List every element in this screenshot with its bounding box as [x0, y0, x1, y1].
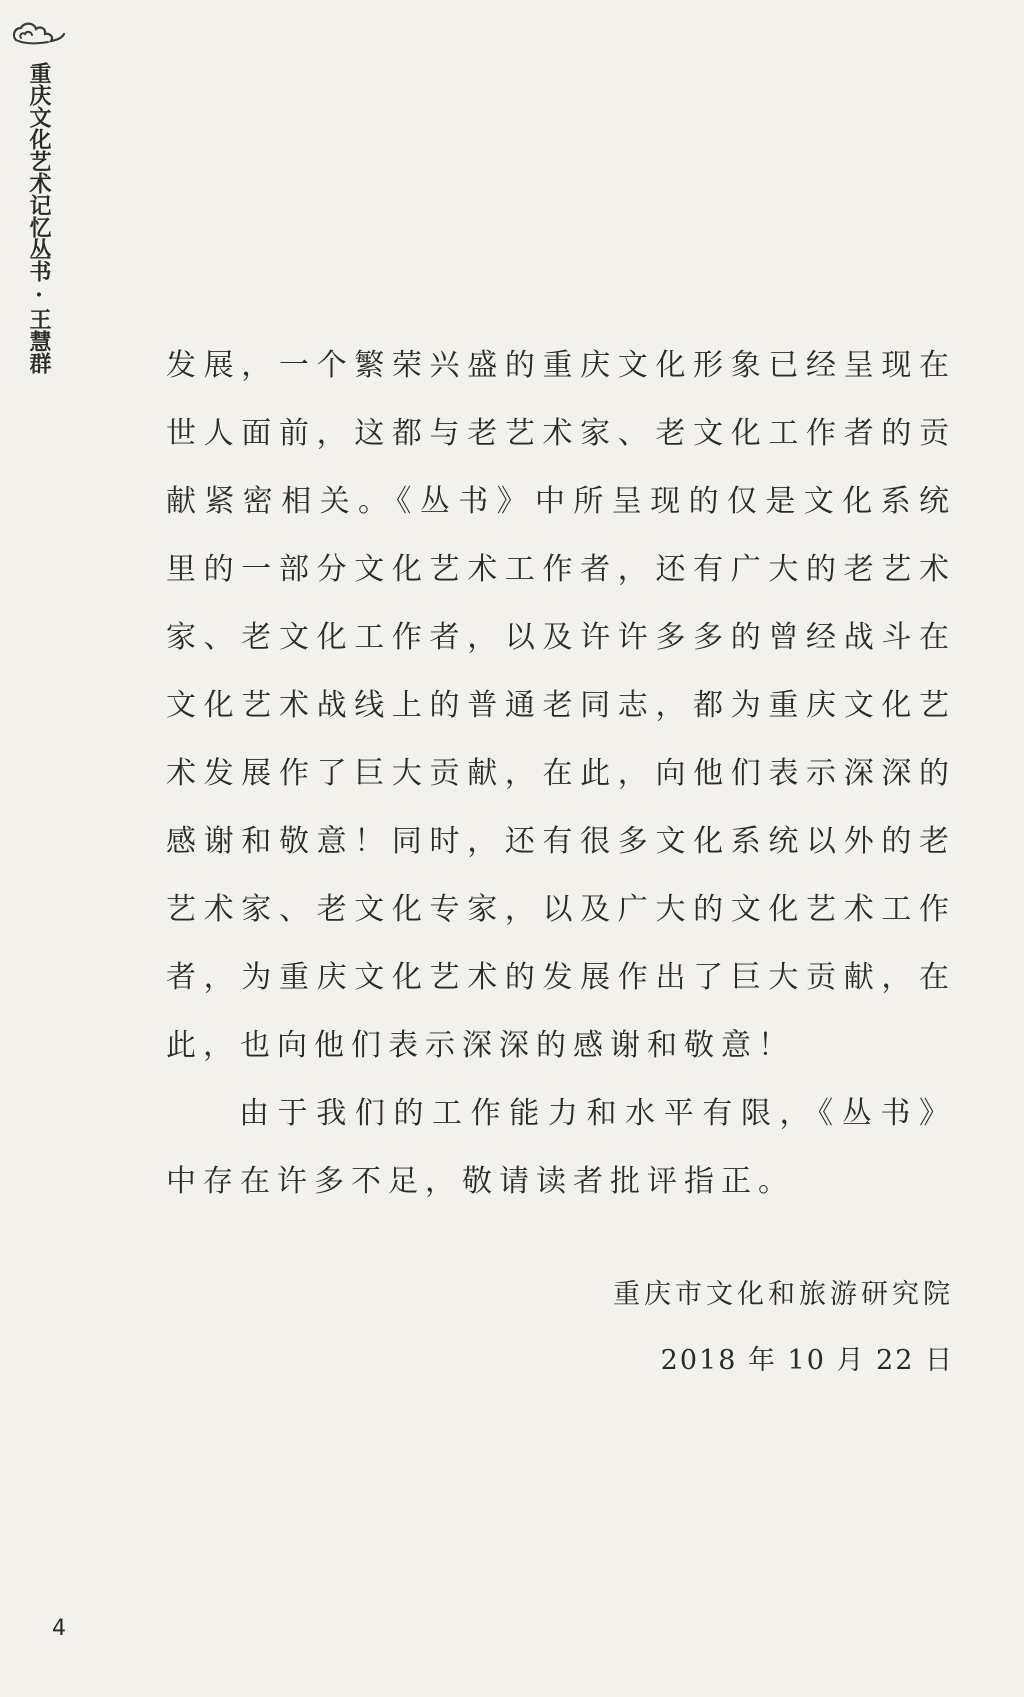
signature-block	[613, 1275, 954, 1381]
cloud-ornament-icon	[10, 18, 66, 52]
signature-organization: 重庆市文化和旅游研究院	[613, 1279, 954, 1310]
signature-date: 2018 年 10 月 22 日	[660, 1345, 954, 1376]
paragraph-1: 发展，一个繁荣兴盛的重庆文化形象已经呈现在世人面前，这都与老艺术家、老文化工作者的贡献紧密相关。《丛书》中所呈现的仅是文化系统里的一部分文化艺术工作者，还有广大的老艺术家、老文化工作者，以及许许多多的曾经战斗在文化艺术战线上的普通老同志，都为重庆文化艺术发展作了巨大贡献，在此，向他们表示深深的感谢和敬意！同时，还有很多文化系统以外的老艺术家、老文化专家，以及广大的文化艺术工作者，为重庆文化艺术的发展作出了巨大贡献，在此，也向他们表示深深的感谢和敬意！	[166, 348, 956, 1063]
series-title: 重庆文化艺术记忆丛书·王慧群	[26, 62, 52, 374]
page-number: 4	[52, 1616, 66, 1641]
paragraph-2: 由于我们的工作能力和水平有限，《丛书》中存在许多不足，敬请读者批评指正。	[166, 1096, 956, 1199]
body-text	[166, 332, 956, 1216]
